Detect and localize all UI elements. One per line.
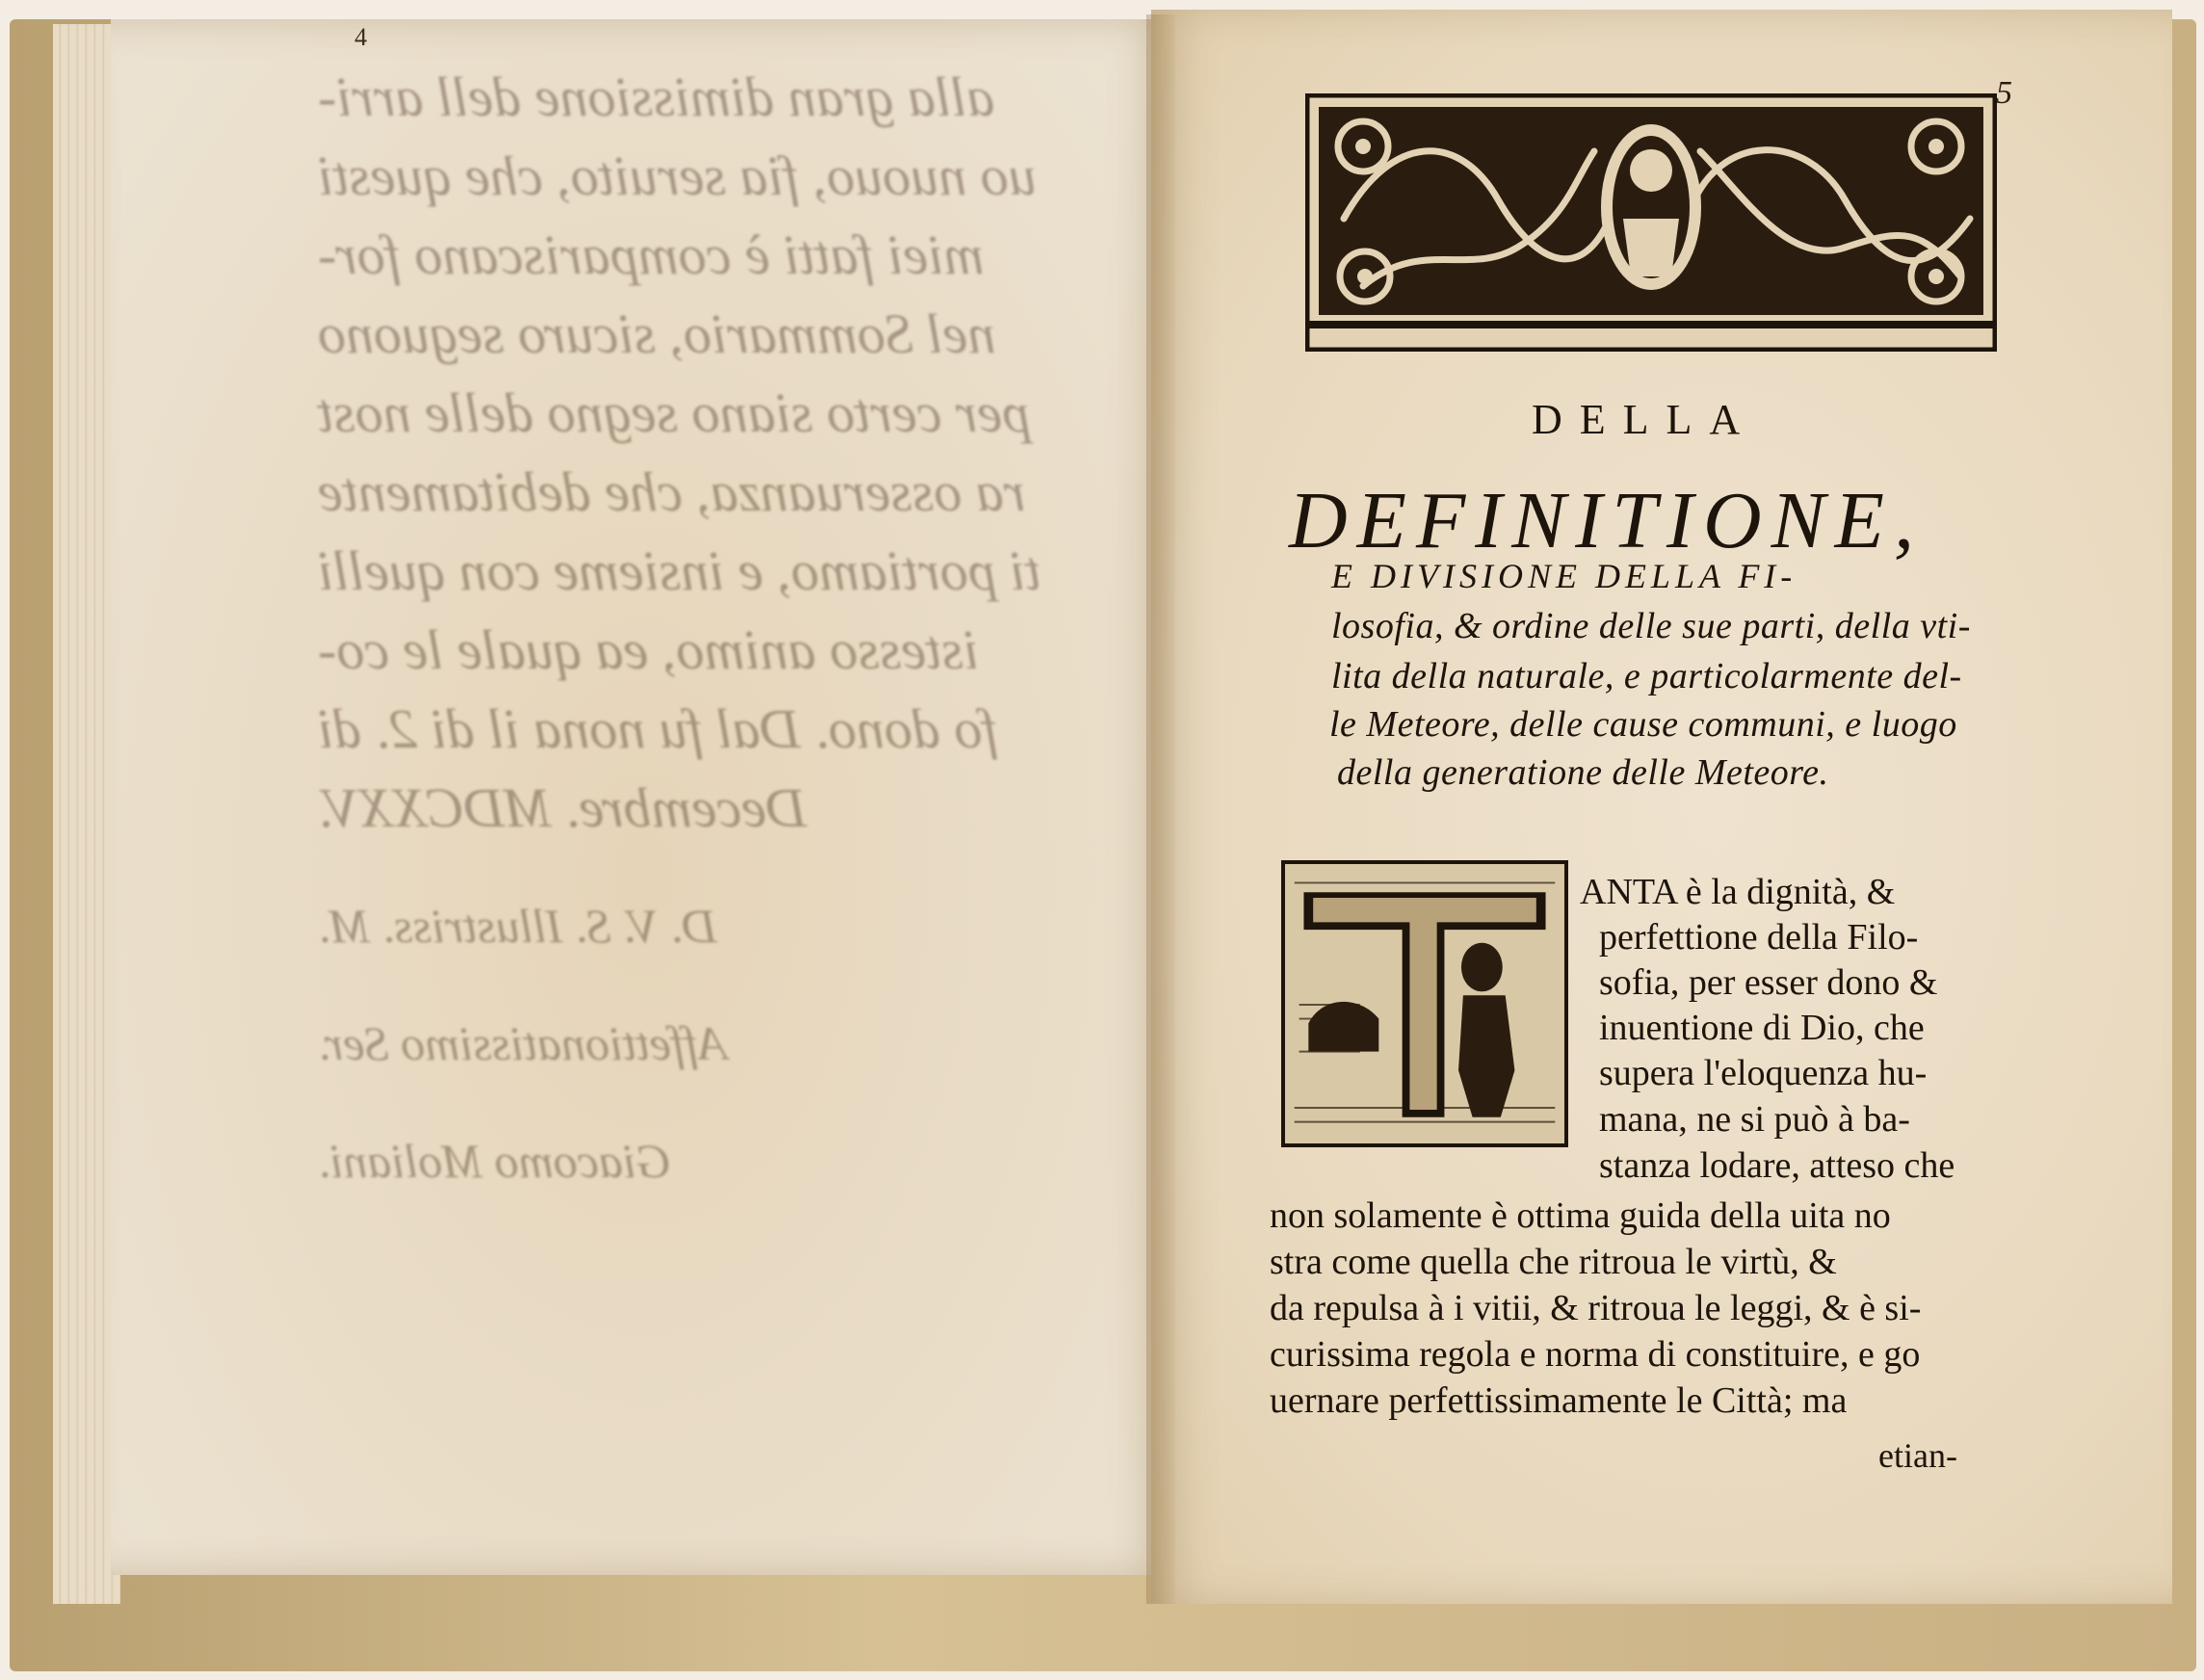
body-line: da repulsa à i vitii, & ritroua le leggi, & è si-	[1270, 1288, 1922, 1328]
bleed-line: uo nuouo, fia seruito, che questi	[318, 144, 1036, 207]
body-line: inuentione di Dio, che	[1599, 1008, 1925, 1048]
bleed-line: fo dono. Dal fu nona il di 2. di	[318, 697, 998, 760]
bleed-line: Giacomo Moliani.	[318, 1134, 671, 1188]
subtitle-line: E DIVISIONE DELLA FI-	[1331, 557, 1797, 595]
subtitle-line: losofia, & ordine delle sue parti, della vti-	[1331, 606, 1971, 646]
heading-della: DELLA	[1532, 396, 1758, 443]
right-page-number: 5	[1996, 75, 2012, 111]
body-line: supera l'eloquenza hu-	[1599, 1053, 1928, 1093]
bleed-line: per certo siano segno delle nost	[318, 381, 1031, 444]
body-line: stanza lodare, atteso che	[1599, 1145, 1955, 1186]
catchword: etian-	[1878, 1436, 1957, 1475]
bleed-line: istesso animo, ea quale le co-	[318, 618, 980, 681]
bleed-line: miei fatti è compariscano for-	[318, 223, 984, 286]
body-line: non solamente è ottima guida della uita no	[1270, 1195, 1891, 1236]
subtitle-line: della generatione delle Meteore.	[1337, 752, 1829, 793]
body-line: curissima regola e norma di constituire, e go	[1270, 1334, 1921, 1375]
bleed-line: ra osseruanza, che debitamente	[318, 460, 1026, 523]
left-page-number: 4	[354, 23, 367, 51]
body-line: mana, ne si può à ba-	[1599, 1099, 1910, 1140]
bleed-line: Decembre. MDCXXV.	[318, 776, 807, 839]
book-gutter	[1146, 14, 1175, 1604]
subtitle-line: le Meteore, delle cause communi, e luogo	[1329, 704, 1957, 745]
bleed-line: Affettionatissimo Ser.	[318, 1016, 727, 1070]
show-through-text	[318, 58, 1108, 1200]
heading-definitione: DEFINITIONE,	[1289, 476, 1924, 565]
body-line: perfettione della Filo-	[1599, 917, 1919, 958]
bleed-line: nel Sommario, sicuro seguono	[318, 302, 996, 365]
decorated-initial-t	[1281, 860, 1568, 1147]
body-line: uernare perfettissimamente le Città; ma	[1270, 1380, 1848, 1421]
body-line: ANTA è la dignità, &	[1580, 872, 1896, 912]
subtitle-line: lita della naturale, e particolarmente del-	[1331, 656, 1962, 696]
woodcut-headpiece-ornament	[1305, 93, 1997, 352]
bleed-line: alla gran dimissione dell arri-	[318, 66, 995, 128]
body-line: stra come quella che ritroua le virtù, &	[1270, 1242, 1837, 1282]
bleed-line: ti portiamo, e insieme con quelli	[318, 539, 1041, 602]
body-line: sofia, per esser dono &	[1599, 962, 1938, 1003]
bleed-line: D. V. S. Illustriss. M.	[318, 899, 718, 953]
